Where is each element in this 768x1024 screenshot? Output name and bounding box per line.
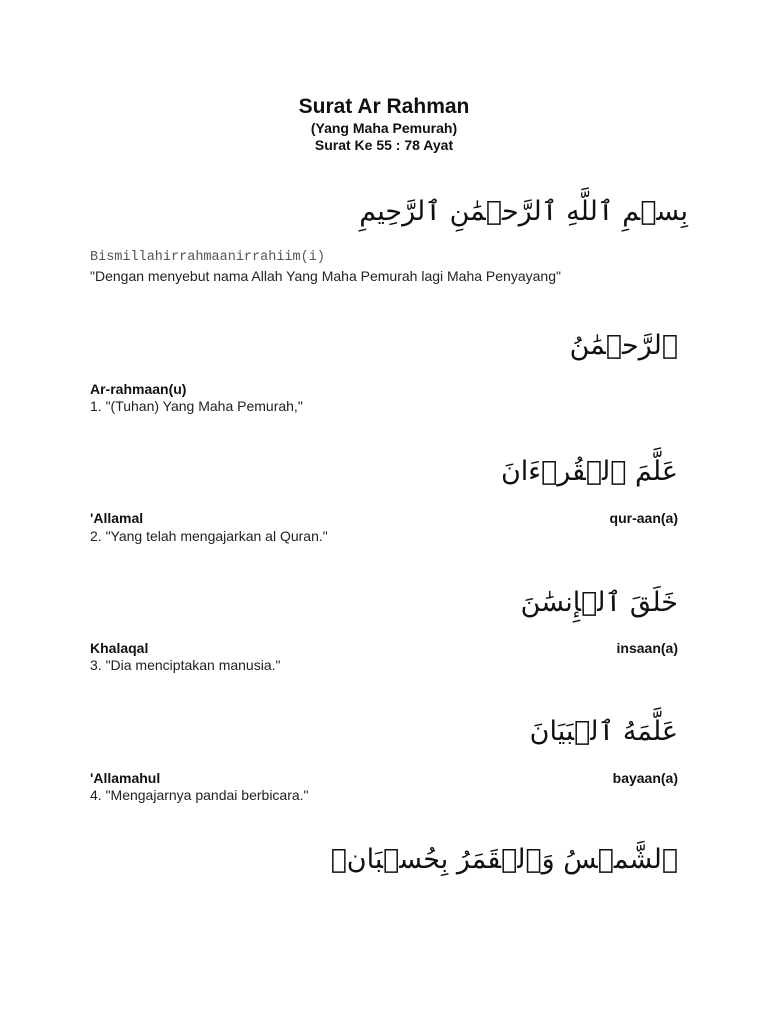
verse-4-arabic: عَلَّمَهُ ٱلۡبَيَانَ bbox=[529, 716, 678, 747]
verse-1-arabic: ٱلرَّحۡمَٰنُ bbox=[569, 330, 678, 361]
verse-2-translit-right: qur-aan(a) bbox=[609, 510, 678, 526]
verse-2-arabic: عَلَّمَ ٱلۡقُرۡءَانَ bbox=[500, 456, 678, 487]
verse-1-translit-left: Ar-rahmaan(u) bbox=[90, 381, 187, 397]
verse-3-translit-right: insaan(a) bbox=[616, 640, 678, 656]
verse-5-arabic: ٱلشَّمۡسُ وَٱلۡقَمَرُ بِحُسۡبَانٖ bbox=[330, 844, 678, 875]
bismillah-translation: "Dengan menyebut nama Allah Yang Maha Pemurah lagi Maha Penyayang" bbox=[90, 268, 561, 284]
surah-info: Surat Ke 55 : 78 Ayat bbox=[314, 137, 454, 153]
verse-4-translit-right: bayaan(a) bbox=[612, 770, 678, 786]
bismillah-arabic: بِسۡمِ ٱللَّهِ ٱلرَّحۡمَٰنِ ٱلرَّحِيمِ bbox=[359, 196, 688, 227]
verse-4-translation: 4. "Mengajarnya pandai berbicara." bbox=[90, 787, 309, 803]
verse-1-translation: 1. "(Tuhan) Yang Maha Pemurah," bbox=[90, 398, 303, 414]
verse-3-arabic: خَلَقَ ٱلۡإِنسَٰنَ bbox=[520, 587, 678, 618]
verse-4-translit-left: 'Allamahul bbox=[90, 770, 161, 786]
verse-4-transliteration bbox=[90, 770, 678, 787]
verse-3-transliteration bbox=[90, 640, 678, 657]
verse-2-transliteration bbox=[90, 510, 678, 527]
verse-2-translit-left: 'Allamal bbox=[90, 510, 144, 526]
verse-3-translit-left: Khalaqal bbox=[90, 640, 149, 656]
bismillah-transliteration: Bismillahirrahmaanirrahiim(i) bbox=[90, 250, 325, 265]
verse-2-translation: 2. "Yang telah mengajarkan al Quran." bbox=[90, 528, 328, 544]
document-header bbox=[0, 94, 768, 154]
page-subtitle: (Yang Maha Pemurah) bbox=[310, 120, 458, 136]
verse-1-transliteration bbox=[90, 381, 678, 398]
verse-3-translation: 3. "Dia menciptakan manusia." bbox=[90, 657, 281, 673]
page-title: Surat Ar Rahman bbox=[298, 95, 470, 118]
